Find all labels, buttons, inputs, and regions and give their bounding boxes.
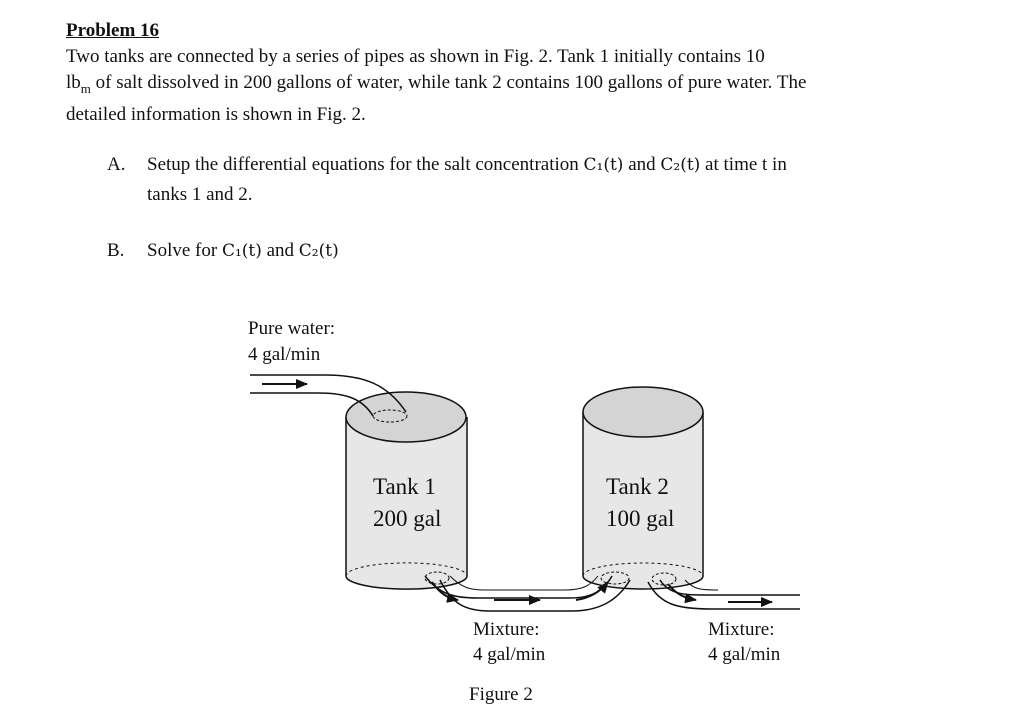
mid-mixture-rate: 4 gal/min [473,644,546,665]
tank-1-volume: 200 gal [373,506,442,531]
inlet-label: Pure water: [248,318,336,339]
statement-line-2: $lb_m$ of salt dissolved in 200 gallons of water, while tank 2 contains 100 gallons of pure water. The [66,72,807,96]
part-a-text: Setup the differential equations for the salt concentration C₁(t) and C₂(t) at time t in tanks 1 and 2. [147,154,787,205]
part-b-text: Solve for C₁(t) and C₂(t) [147,240,339,261]
tank-2-volume: 100 gal [606,506,675,531]
part-a-letter: A. [107,154,126,175]
part-b-letter: B. [107,240,125,261]
tank-2-name: Tank 2 [606,474,669,499]
out-mixture-label: Mixture: [708,619,775,640]
statement-line-3: detailed information is shown in Fig. 2. [66,103,366,125]
out-mixture-rate: 4 gal/min [708,644,781,665]
figure-caption: Figure 2 [469,684,533,705]
mid-mixture-label: Mixture: [473,619,540,640]
statement-line-1: Two tanks are connected by a series of pipes as shown in Fig. 2. Tank 1 initially contains 10 [66,46,765,67]
tank-1-name: Tank 1 [373,474,436,499]
problem-title: Problem 16 [66,20,160,41]
inlet-rate: 4 gal/min [248,344,321,365]
